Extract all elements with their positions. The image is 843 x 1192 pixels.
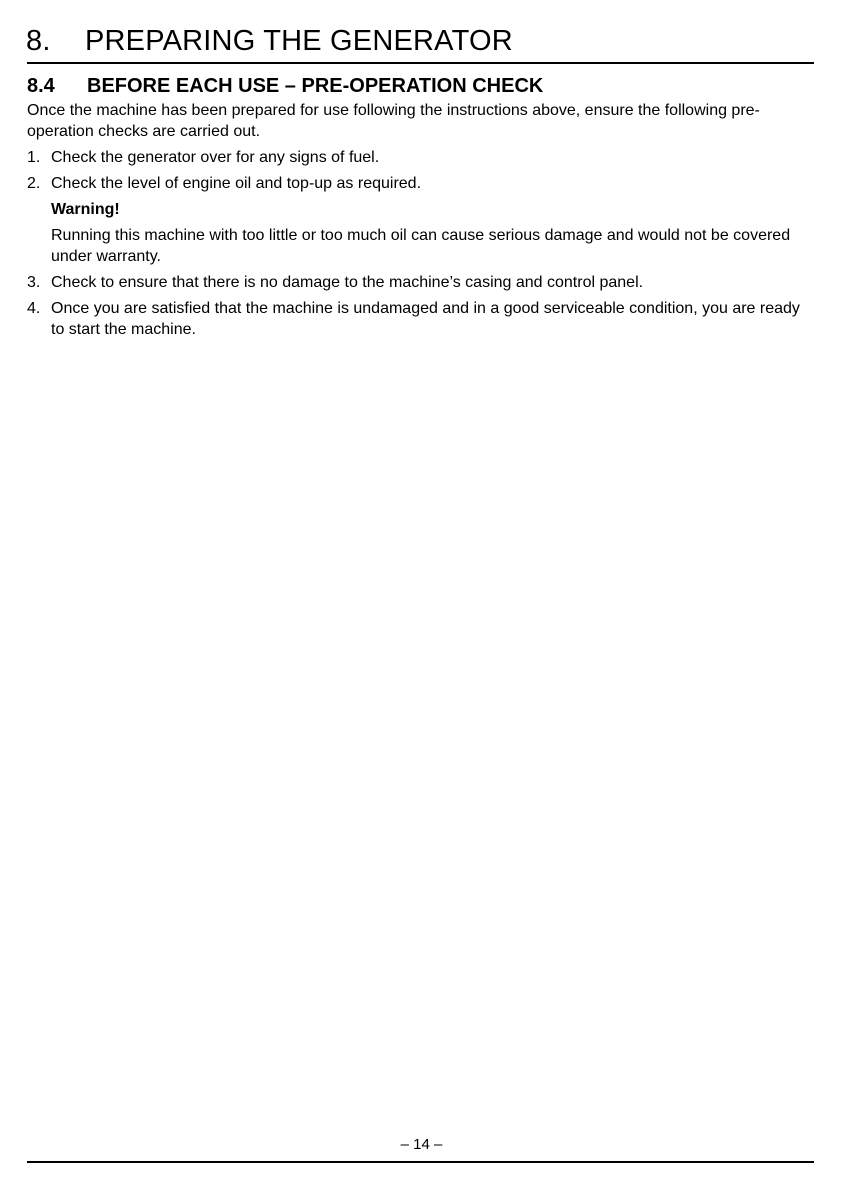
warning-text: Running this machine with too little or too much oil can cause serious damage and would not be covered under warranty. <box>51 227 791 265</box>
footer-rule <box>27 1161 814 1163</box>
chapter-heading <box>26 22 513 60</box>
check-item-1 <box>27 147 807 168</box>
intro-paragraph: Once the machine has been prepared for use following the instructions above, ensure the following pre-operation checks are carried out. <box>27 102 760 140</box>
check-item-2 <box>27 173 807 267</box>
chapter-number: 8. <box>26 25 51 57</box>
check-item-text: Check the level of engine oil and top-up as required. <box>51 175 422 192</box>
warning-title: Warning! <box>51 201 120 218</box>
section-title: BEFORE EACH USE – PRE-OPERATION CHECK <box>87 75 544 97</box>
section-heading <box>27 72 543 100</box>
check-item-text: Once you are satisfied that the machine is undamaged and in a good serviceable condition, you are ready to start the machine. <box>51 300 800 338</box>
body-content <box>27 100 807 345</box>
list-marker: 3. <box>27 274 41 291</box>
header-rule <box>27 62 814 64</box>
list-marker: 1. <box>27 149 41 166</box>
check-item-3 <box>27 272 807 293</box>
list-marker: 2. <box>27 175 41 192</box>
check-item-text: Check to ensure that there is no damage to the machine’s casing and control panel. <box>51 274 644 291</box>
page-number: – 14 – <box>400 1136 443 1153</box>
chapter-title: PREPARING THE GENERATOR <box>85 25 513 57</box>
check-item-text: Check the generator over for any signs of fuel. <box>51 149 380 166</box>
list-marker: 4. <box>27 300 41 317</box>
section-number: 8.4 <box>27 75 55 97</box>
check-list <box>27 147 807 340</box>
check-item-4 <box>27 298 807 340</box>
